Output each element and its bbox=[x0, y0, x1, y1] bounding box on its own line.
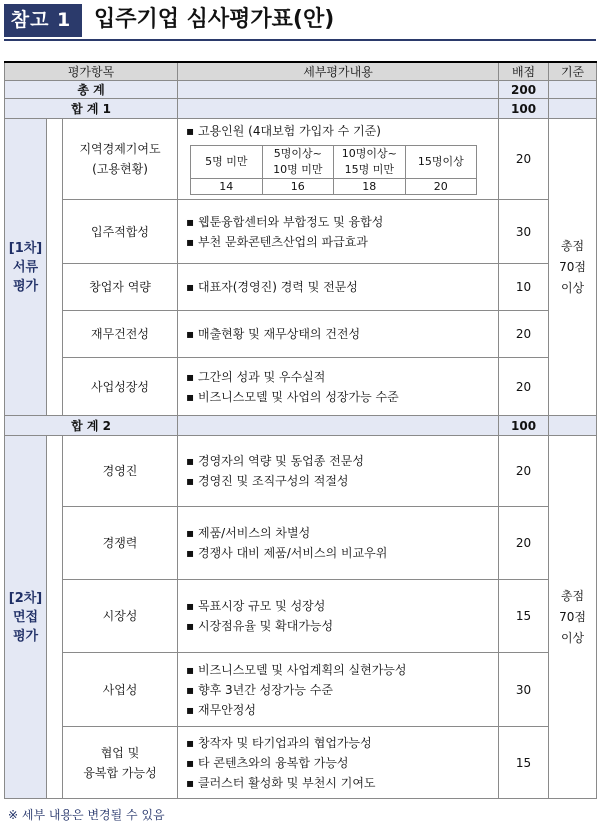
bullet-item: ▪ 시장점유율 및 확대가능성 bbox=[186, 619, 334, 633]
item-name: 경쟁력 bbox=[63, 507, 178, 580]
bullet-item: ▪ 경쟁사 대비 제품/서비스의 비교우위 bbox=[186, 546, 388, 560]
item-score: 20 bbox=[499, 358, 549, 416]
bullet-item: ▪ 웹툰융합센터와 부합정도 및 융합성 bbox=[186, 214, 384, 229]
employment-range: 10명이상~ 15명 미만 bbox=[334, 146, 406, 179]
grand-total-label: 총 계 bbox=[5, 81, 178, 99]
document-title bbox=[0, 0, 610, 40]
subtotal-2-label: 합 계 2 bbox=[5, 416, 178, 436]
employment-range: 5명 미만 bbox=[191, 146, 263, 179]
item-content bbox=[178, 311, 499, 358]
item-content bbox=[178, 264, 499, 311]
employment-score: 16 bbox=[262, 179, 334, 195]
item-content bbox=[178, 119, 499, 200]
item-content bbox=[178, 727, 499, 799]
item-score: 15 bbox=[499, 727, 549, 799]
table-row bbox=[5, 436, 597, 507]
bullet-item: ▪ 창작자 및 타기업과의 협업가능성 bbox=[186, 735, 372, 750]
item-score: 20 bbox=[499, 507, 549, 580]
subtotal-2-score: 100 bbox=[499, 416, 549, 436]
bullet-item: ▪ 그간의 성과 및 우수실적 bbox=[186, 369, 326, 384]
bullet-item: ▪ 비즈니스모델 및 사업계획의 실현가능성 bbox=[186, 662, 407, 677]
table-row bbox=[5, 311, 597, 358]
item-name: 경영진 bbox=[63, 436, 178, 507]
table-row bbox=[5, 727, 597, 799]
item-name: 협업 및 융복합 가능성 bbox=[63, 727, 178, 799]
item-content bbox=[178, 358, 499, 416]
employment-score: 20 bbox=[405, 179, 477, 195]
table-row bbox=[5, 580, 597, 653]
bullet-item: ▪ 클러스터 활성화 및 부천시 기여도 bbox=[186, 775, 376, 790]
bullet-item: ▪ 목표시장 규모 및 성장성 bbox=[186, 599, 326, 613]
bullet-item: ▪ 제품/서비스의 차별성 bbox=[186, 526, 311, 540]
table-header-row bbox=[5, 62, 597, 81]
reference-badge: 참고 1 bbox=[4, 4, 78, 37]
header-item: 평가항목 bbox=[5, 62, 178, 81]
bullet-item: ▪ 재무안정성 bbox=[186, 702, 256, 717]
bullet-item: ▪ 경영자의 역량 및 동업종 전문성 bbox=[186, 454, 364, 468]
item-score: 10 bbox=[499, 264, 549, 311]
table-row bbox=[5, 358, 597, 416]
bullet-item: ▪ 비즈니스모델 및 사업의 성장가능 수준 bbox=[186, 389, 399, 404]
item-name: 입주적합성 bbox=[63, 200, 178, 264]
item-name: 사업성장성 bbox=[63, 358, 178, 416]
bullet-item: ▪ 경영진 및 조직구성의 적절성 bbox=[186, 474, 349, 488]
item-score: 20 bbox=[499, 436, 549, 507]
stage-1-standard: 총점 70점 이상 bbox=[549, 119, 597, 416]
subtotal-1-row bbox=[5, 99, 597, 119]
item-score: 30 bbox=[499, 200, 549, 264]
item-name: 사업성 bbox=[63, 653, 178, 727]
grand-total-score: 200 bbox=[499, 81, 549, 99]
table-row bbox=[5, 200, 597, 264]
grand-total-row bbox=[5, 81, 597, 99]
item-content bbox=[178, 436, 499, 507]
item-content bbox=[178, 507, 499, 580]
item-name: 창업자 역량 bbox=[63, 264, 178, 311]
stage-1-label: [1차] 서류 평가 bbox=[5, 119, 47, 416]
employment-range: 5명이상~ 10명 미만 bbox=[262, 146, 334, 179]
item-content bbox=[178, 653, 499, 727]
item-content bbox=[178, 580, 499, 653]
item-score: 20 bbox=[499, 311, 549, 358]
stage-2-standard: 총점 70점 이상 bbox=[549, 436, 597, 799]
item-name: 지역경제기여도 (고용현황) bbox=[63, 119, 178, 200]
bullet-item: ▪ 향후 3년간 성장가능 수준 bbox=[186, 682, 333, 697]
header-standard: 기준 bbox=[549, 62, 597, 81]
table-row bbox=[5, 119, 597, 200]
evaluation-table bbox=[4, 61, 597, 799]
title-underline bbox=[4, 39, 596, 41]
table-row bbox=[5, 653, 597, 727]
item-score: 15 bbox=[499, 580, 549, 653]
subtotal-2-row bbox=[5, 416, 597, 436]
employment-score-table bbox=[190, 145, 477, 195]
item-name: 재무건전성 bbox=[63, 311, 178, 358]
item-score: 30 bbox=[499, 653, 549, 727]
bullet-item: ▪ 고용인원 (4대보험 가입자 수 기준) bbox=[186, 124, 381, 138]
table-row bbox=[5, 264, 597, 311]
footnote: ※ 세부 내용은 변경될 수 있음 bbox=[8, 808, 165, 822]
header-score: 배점 bbox=[499, 62, 549, 81]
badge-accent bbox=[78, 4, 82, 37]
bullet-item: ▪ 타 콘텐츠와의 융복합 가능성 bbox=[186, 755, 349, 770]
employment-range: 15명이상 bbox=[405, 146, 477, 179]
bullet-item: ▪ 매출현황 및 재무상태의 건전성 bbox=[186, 327, 361, 341]
page-title: 입주기업 심사평가표(안) bbox=[94, 7, 335, 32]
header-content: 세부평가내용 bbox=[178, 62, 499, 81]
bullet-item: ▪ 부천 문화콘텐츠산업의 파급효과 bbox=[186, 234, 368, 249]
item-content bbox=[178, 200, 499, 264]
item-name: 시장성 bbox=[63, 580, 178, 653]
employment-score: 18 bbox=[334, 179, 406, 195]
subtotal-1-score: 100 bbox=[499, 99, 549, 119]
bullet-item: ▪ 대표자(경영진) 경력 및 전문성 bbox=[186, 280, 358, 294]
item-score: 20 bbox=[499, 119, 549, 200]
employment-score: 14 bbox=[191, 179, 263, 195]
stage-2-label: [2차] 면접 평가 bbox=[5, 436, 47, 799]
table-row bbox=[5, 507, 597, 580]
subtotal-1-label: 합 계 1 bbox=[5, 99, 178, 119]
